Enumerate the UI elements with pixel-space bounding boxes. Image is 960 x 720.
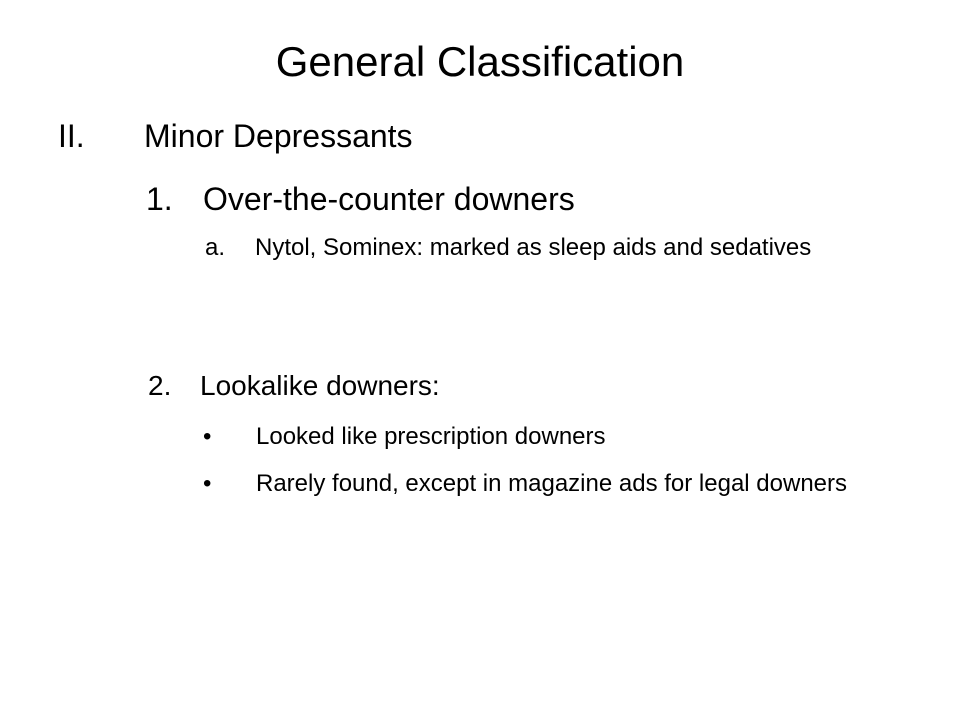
slide-title: General Classification: [275, 38, 685, 85]
bullet-icon: •: [203, 470, 212, 497]
subsection-1-item-text: Nytol, Sominex: marked as sleep aids and sedatives: [255, 234, 812, 261]
bullet-icon: •: [203, 423, 212, 450]
subsection-1-number: 1.: [146, 181, 173, 217]
bullet-item-text: Looked like prescription downers: [256, 423, 606, 450]
bullet-item-text: Rarely found, except in magazine ads for legal downers: [256, 470, 847, 497]
subsection-2-heading: Lookalike downers:: [200, 370, 440, 401]
subsection-1-item-marker: a.: [205, 234, 226, 261]
section-number: II.: [58, 118, 85, 154]
section-heading: Minor Depressants: [144, 118, 413, 154]
subsection-2-number: 2.: [148, 370, 172, 401]
subsection-1-heading: Over-the-counter downers: [203, 181, 575, 217]
